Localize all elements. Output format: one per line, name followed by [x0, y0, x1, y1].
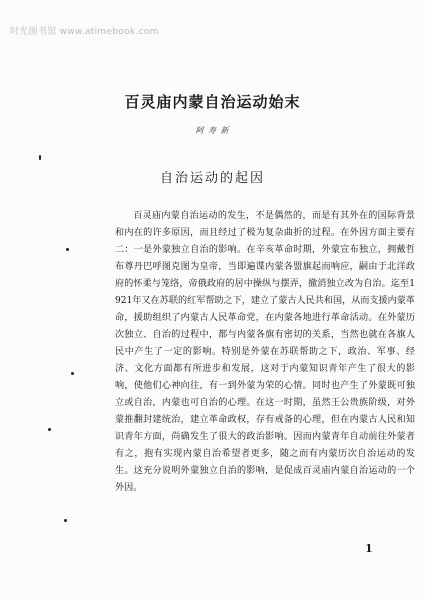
margin-mark: [71, 372, 74, 375]
margin-mark: [39, 155, 41, 160]
body-paragraph: 百灵庙内蒙自治运动的发生，不是偶然的，而是有其外在的国际背景和内在的许多原因，而且经过了极为复杂曲折的过程。在外因方面主要有二：一是外蒙独立自治的影响。在辛亥革命时期，外蒙宣布独立，拥戴哲布尊丹巴呼图克图为皇帝，当即遍谍内蒙各盟旗起而响应，嗣由于北洋政府的怀柔与笼络，帝俄政府的居中操纵与摆弄，撤消独立改为自治。迄至1921年又在苏联的红军帮助之下，建立了蒙古人民共和国，从而支援内蒙革命，援助组织了内蒙古人民革命党，在内蒙各地进行革命活动。在外蒙历次独立、自治的过程中，都与内蒙各旗有密切的关系，当然也就在各旗人民中产生了一定的影响。特别是外蒙在苏联帮助之下，政治、军事、经济、文化方面都有所进步和发展，这对于内蒙知识青年产生了很大的影响，使他们心神向往，有一到外蒙为荣的心情。同时也产生了外蒙既可独立或自治，内蒙也可自治的心理。在这一时期，虽然王公贵族阶级，对外蒙推翻封建统治，建立革命政权，存有戒备的心理，但在内蒙古人民和知识青年方面，尚确发生了很大的政治影响。因而内蒙青年自动前往外蒙者有之，抱有实现内蒙自治希望者更多，随之而有内蒙历次自治运动的发生。这充分说明外蒙独立自治的影响，是促成百灵庙内蒙自治运动的一个外因。: [115, 211, 415, 493]
watermark: 时光图书馆 www.atimebook.com: [10, 27, 159, 37]
margin-mark: [66, 248, 69, 251]
author-name: 阿 寿 新: [195, 126, 230, 135]
article-title: 百灵庙内蒙自治运动始末: [124, 93, 301, 111]
margin-mark: [64, 519, 67, 522]
section-heading: 自治运动的起因: [159, 171, 265, 186]
margin-mark: [48, 428, 51, 431]
page-number: 1: [365, 542, 373, 555]
